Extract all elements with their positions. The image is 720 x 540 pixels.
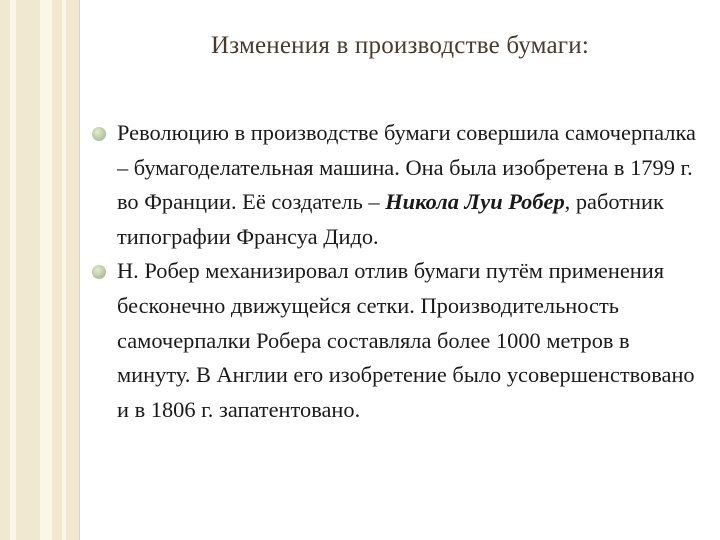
decorative-side-band	[0, 0, 80, 540]
emphasized-name: Никола Луи Робер	[385, 189, 565, 215]
bullet-dot-icon	[92, 127, 106, 141]
band-stripe	[40, 0, 52, 540]
bullet-text: Н. Робер механизировал отлив бумаги путём применения бесконечно движущейся сетки. Производительность самочерпалки Робера составляла более 1000 метров в минуту. В Англии его изобретение было усовершенствовано и в 1806 г. запатентовано.	[117, 258, 695, 422]
bullet-text: Революцию в производстве бумаги совершила самочерпалка – бумагоделательная машина. Она была изобретена в 1799 г. во Франции. Её создатель –	[117, 120, 696, 215]
slide-title: Изменения в производстве бумаги:	[211, 32, 589, 59]
bullet-item-1	[92, 116, 704, 254]
band-stripe	[10, 0, 16, 540]
bullet-text: , работник типографии Франсуа Дидо.	[117, 189, 664, 249]
bullet-dot-icon	[92, 265, 106, 279]
band-stripe	[62, 0, 66, 540]
bullet-list	[92, 116, 704, 427]
bullet-item-2	[92, 254, 704, 427]
